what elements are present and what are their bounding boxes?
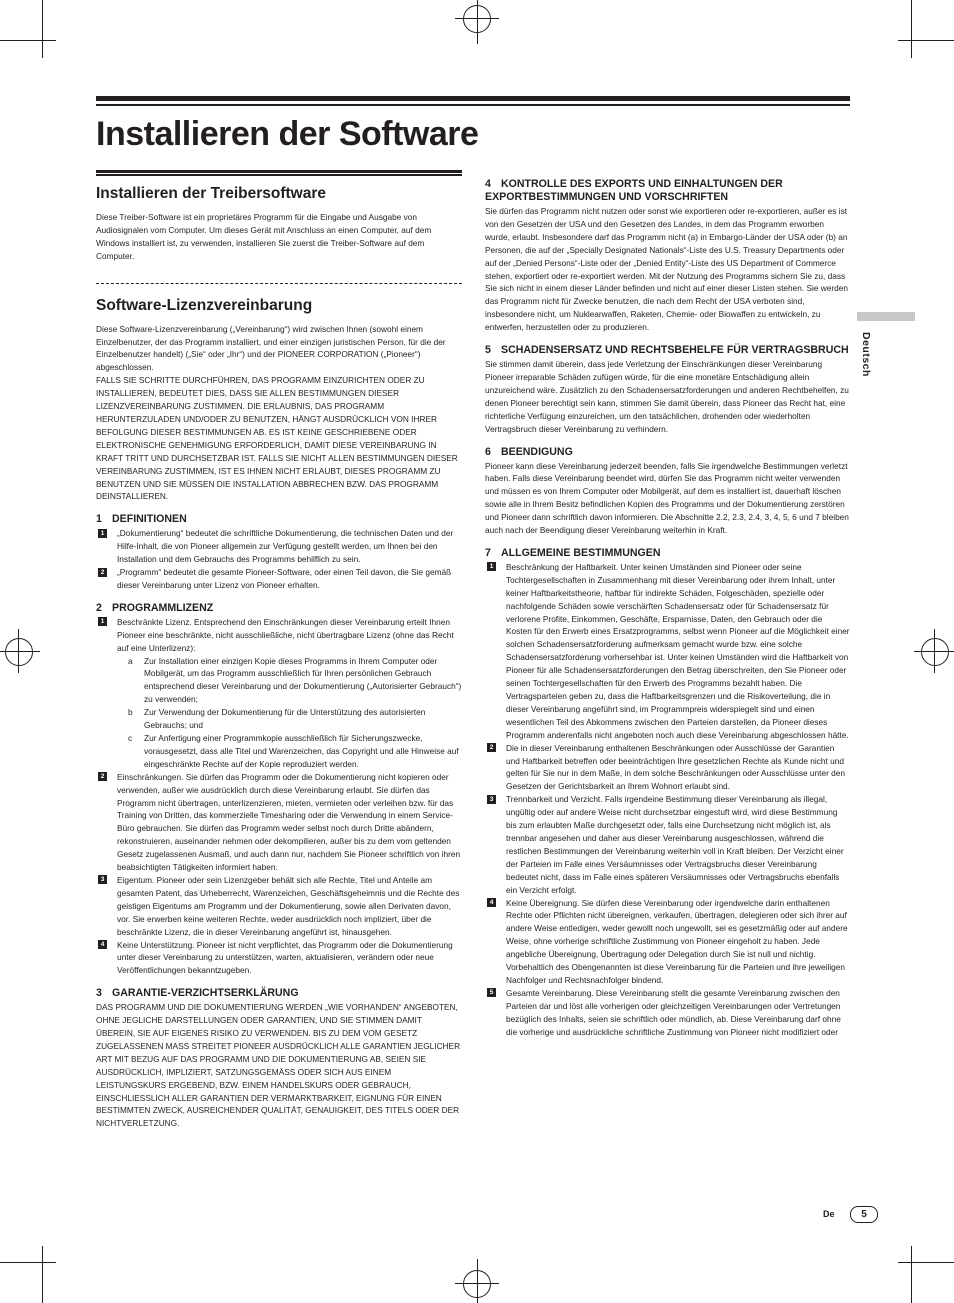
sub-item (96, 655, 462, 707)
license-heading: Software-Lizenzvereinbarung (96, 296, 313, 314)
item-number-box: 2 (98, 772, 107, 781)
registration-mark-right-h (914, 651, 954, 652)
list-item-text: Gesamte Vereinbarung. Diese Vereinbarung stellt die gesamte Vereinbarung zwischen den Parteien dar und löst alle vorherigen oder gleichzeitigen Vereinbarungen oder Vertretungen bezüglich des Inhalts, seien sie schriftlich oder mündlich, ab. Diese Vereinbarung darf ohne die vorherige und ausdrückliche schriftliche Zustimmung von Pioneer nicht modifiziert oder (506, 987, 841, 1037)
list-item-text: Keine Übereignung. Sie dürfen diese Vereinbarung oder irgendwelche darin enthaltenen Rechte oder Pflichten nicht übereignen, verkaufen, übertragen, delegieren oder sich ihrer auf andere Weise entledigen, weder gewollt noch ungewollt, sei es gesetzmäßig oder auf andere Weise, ohne vorherige schriftliche Zustimmung von Pioneer eingeholt zu haben. Jede angebliche Übereignung, Übertragung oder Delegation durch Sie ist null und nichtig. Vorbehaltlich des Obengenannten ist diese Vereinbarung für die Parteien und ihre jeweiligen Nachfolger und Rechtsnachfolger bindend. (506, 897, 848, 985)
list-item (96, 771, 462, 874)
sub-item-letter: c (128, 733, 133, 743)
sub-item-text: Zur Verwendung der Dokumentierung für die Unterstützung des autorisierten Gebrauchs; und (144, 707, 426, 731)
section-number: 5 (485, 344, 491, 357)
crop-mark-top-right-h (898, 40, 954, 41)
list-item (485, 793, 850, 896)
list-item-text: Beschränkte Lizenz. Entsprechend den Einschränkungen dieser Vereinbarung erteilt Ihnen Pioneer eine beschränkte, nicht ausschließliche, nicht übertragbare Lizenz (ohne das Recht auf eine Unterlizenz): (117, 616, 454, 653)
crop-mark-top-left-v (42, 0, 43, 58)
list-item (96, 874, 462, 939)
registration-mark-bottom-v (477, 1259, 478, 1303)
sub-item-letter: a (128, 655, 133, 666)
list-item-text: Trennbarkeit und Verzicht. Falls irgendeine Bestimmung dieser Vereinbarung als illegal, ungültig oder auf andere Weise nicht durchsetzbar eingestuft wird, wird diese Bestimmung bis zum erlaubten Maße durchgesetzt oder, falls eine Durchsetzung nicht möglich ist, als trennbar angesehen und daher aus dieser Vereinbarung ausgeschlossen, während die restlichen Bestimmungen der Vereinbarung weiterhin voll in Kraft bleiben. Der Verzicht einer der Parteien im Falle eines Versäumnisses oder Vertragsbruchs dieser Vereinbarung bedeutet nicht, dass im Falle eines späteren Versäumnisses oder Vertragsbruchs ebenfalls ein Verzicht erfolgt. (506, 794, 844, 895)
header-rule-thick (96, 96, 850, 101)
registration-mark-right (921, 638, 949, 666)
page-number: 5 (850, 1206, 878, 1223)
list-item-text: Eigentum. Pioneer oder sein Lizenzgeber behält sich alle Rechte, Titel und Anteile am gesamten Patent, das Urheberrecht, Warenzeichen, Geschäftsgeheimnis und die Rechte des geistigen Eigentums am Programm und der Dokumentierung, sowie allen Derivaten davon, vor. Sie erwerben keine weiteren Rechte, weder ausdrücklich noch impliziert, über die beschränkte Lizenz, die in dieser Vereinbarung angeführt ist, hinausgehen. (117, 874, 460, 937)
export-control-text: Sie dürfen das Programm nicht nutzen oder sonst wie exportieren oder re-exportieren, außer es ist von den Gesetzen der USA und den Gesetzen des Landes, in dem das Programm erworben wurde, erlaubt. Insbesondere darf das Programm nicht (a) in Embargo-Länder der USA oder (b) an Personen, die auf der „Specially Designated Nationals“-Liste des U.S. Treasury Departments oder auf der „Denied Persons“-Liste oder der „Denied Entity“-Liste des US Department of Commerce stehen, exportiert oder re-exportiert werden. Mit der Nutzung des Programms sichern Sie zu, dass Sie sich nicht in einem dieser Länder befinden und nicht auf einer dieser Listen stehen. Sie werden das Programm nicht für Zwecke benutzen, die nach dem Recht der USA verboten sind, insbesondere nicht, um Nuklearwaffen, Raketen, Chemie- oder Biowaffen zu entwickeln, zu entwerfen, herzustellen oder zu produzieren. (485, 206, 848, 333)
list-item-text: Beschränkung der Haftbarkeit. Unter keinen Umständen sind Pioneer oder seine Tochtergesellschaften in Zusammenhang mit dieser Vereinbarung oder ihrem Inhalt, unter keiner Haftbarkeitstheorie, haftbar für indirekte Schäden, Folgeschäden, spezielle oder nachfolgende Schäden sowie verschärften Schadensersatz oder für Schadensersatz für verlorene Profite, Einkommen, Geschäfte, Ersparnisse, Daten, den Gebrauch oder die Kosten für den Erwerb eines Ersatzprogramms, selbst wenn Pioneer auf die Möglichkeit einer solchen Schadensersatzforderung aufmerksam gemacht wurde bzw. eine solche Schadensersatzforderung vorhersehbar ist. Unter keinen Umständen wird die Haftbarkeit von Pioneer für alle Schadensersatzforderungen den Betrag überschreiten, den Sie Pioneer oder seinen Tochtergesellschaften für den Erwerb des Programms bezahlt haben. Die Vertragsparteien geben zu, dass die Haftbarkeitsgrenzen und die Risikoverteilung, die in dieser Vereinbarung angeführt sind, im Programmpreis widerspiegelt sind und einen wesentlichen Teil des Abkommens zwischen den Parteien darstellen, da Pioneer dieses Programm anderenfalls nicht angeboten noch auch diese Vereinbarung abgeschlossen hätte. (506, 561, 850, 740)
list-item (485, 987, 850, 1039)
license-caps-text: FALLS SIE SCHRITTE DURCHFÜHREN, DAS PROGRAMM EINZURICHTEN ODER ZU INSTALLIEREN, BEDEUTET DIES, DASS SIE ALLEN BESTIMMUNGEN DIESER LIZENZVEREINBARUNG ZUSTIMMEN. DIE ERLAUBNIS, DAS PROGRAMM HERUNTERZULADEN UND/ODER ZU BENUTZEN, HÄNGT AUSDRÜCKLICH VON IHRER BEFOLGUNG DIESER BESTIMMUNGEN AB. ES IST KEINE GESCHRIEBENE ODER ELEKTRONISCHE GENEHMIGUNG ERFORDERLICH, DAMIT DIESE VEREINBARUNG IN KRAFT TRITT UND DURCHSETZBAR IST. FALLS SIE NICHT ALLEN BESTIMMUNGEN DIESER VEREINBARUNG ZUSTIMMEN, IST ES IHNEN NICHT ERLAUBT, DIESES PROGRAMM ZU BENUTZEN UND SIE MÜSSEN DIE INSTALLATION ABBRECHEN BZW. DAS PROGRAMM DEINSTALLIEREN. (96, 375, 458, 502)
list-item (485, 897, 850, 987)
language-side-tab (857, 312, 915, 321)
section-title: PROGRAMMLIZENZ (112, 601, 214, 614)
section-title: ALLGEMEINE BESTIMMUNGEN (501, 546, 661, 559)
item-number-box: 4 (98, 940, 107, 949)
list-item (96, 566, 462, 592)
item-number-box: 3 (487, 795, 496, 804)
section-rule (96, 170, 462, 174)
item-number-box: 4 (487, 898, 496, 907)
sub-item (96, 706, 462, 732)
section-7-heading (485, 547, 850, 560)
item-number-box: 3 (98, 875, 107, 884)
registration-mark-bottom-h (455, 1283, 499, 1284)
damages-text: Sie stimmen damit überein, dass jede Verletzung der Einschränkungen dieser Vereinbarung Pioneer irreparable Schäden zufügen würde, für die eine monetäre Entschädigung allein unzureichend wäre. Zusätzlich zu den Schadensersatzforderungen und anderen Rechtbehelfen, zu denen Pioneer berechtigt sein kann, stimmen Sie damit überein, dass Pioneer das Recht hat, eine richterliche Verfügung einzureichen, um den tatsächlichen, drohenden oder wiederholten Vertragsbruch dieser Vereinbarung zu verhindern. (485, 359, 849, 434)
sub-item-text: Zur Installation einer einzigen Kopie dieses Programms in Ihrem Computer oder Mobilgerät, um das Programm ausschließlich für Ihren persönlichen Gebrauch entsprechend dieser Vereinbarung und der Dokumentierung („Autorisierter Gebrauch“) zu verwenden; (144, 655, 462, 705)
warranty-disclaimer-text: DAS PROGRAMM UND DIE DOKUMENTIERUNG WERDEN „WIE VORHANDEN“ ANGEBOTEN, OHNE JEGLICHE DARSTELLUNGEN ODER GARANTIEN, UND SIE STIMMEN DAMIT ÜBEREIN, SIE AUF EIGENES RISIKO ZU VERWENDEN. BIS ZU DEM VOM GESETZ ZUGELASSENEN MASS STREITET PIONEER AUSDRÜCKLICH ALLE GARANTIEN JEGLICHER ART MIT BEZUG AUF DAS PROGRAMM UND DIE DOKUMENTIERUNG AB, SEIEN SIE AUSDRÜCKLICH, IMPLIZIERT, SATZUNGSGEMÄSS ODER SICH AUS EINEM LEISTUNGSKURS ERGEBEND, BZW. EINEM HANDELSKURS ODER GEBRAUCH, EINSCHLIESSLICH ALLER GARANTIEN DER VERMARKTBARKEIT, EIGNUNG FÜR EINEN BESTIMMTEN ZWECK, AUSREICHENDER QUALITÄT, GENAUIGKEIT, DES TITELS ODER DER NICHTVERLETZUNG. (96, 1002, 461, 1129)
list-item-text: Die in dieser Vereinbarung enthaltenen Beschränkungen oder Ausschlüsse der Garantien und Haftbarkeit betreffen oder beeinträchtigen Ihre gesetzlichen Rechte als Kunde nicht und gelten für Sie nur in dem Maße, in dem solche Beschränkungen oder Ausschlüsse unter den Gesetzen der Gerichtsbarkeit an Ihrem Wohnort erlaubt sind. (506, 742, 845, 792)
registration-mark-left (5, 638, 33, 666)
item-number-box: 2 (98, 568, 107, 577)
header-rule-thin (96, 104, 850, 106)
driver-install-heading: Installieren der Treibersoftware (96, 185, 327, 202)
item-number-box: 1 (98, 529, 107, 538)
section-number: 4 (485, 178, 491, 190)
section-title: KONTROLLE DES EXPORTS UND EINHALTUNGEN DER EXPORTBESTIMMUNGEN UND VORSCHRIFTEN (485, 178, 783, 203)
list-item (96, 939, 462, 978)
item-number-box: 1 (98, 617, 107, 626)
section-6-heading (485, 446, 850, 459)
section-number: 2 (96, 601, 102, 614)
termination-text: Pioneer kann diese Vereinbarung jederzeit beenden, falls Sie irgendwelche Bestimmungen verletzt haben. Falls diese Vereinbarung beendet wird, dürfen Sie das Programm nicht weiter verwenden und müssen es von Ihrem Computer oder Mobilgerät, auf dem es installiert ist, dauerhaft löschen sowie alle in Ihrem Besitz befindlichen Kopien des Programms und der Dokumentierung zerstören und Pioneer dann schriftlich davon informieren. Die Abschnitte 2.2, 2.3, 2.4, 3, 4, 5, 6 und 7 bleiben auch nach der Beendigung dieser Vereinbarung weiterhin in Kraft. (485, 460, 849, 536)
item-number-box: 5 (487, 988, 496, 997)
list-item (485, 742, 850, 794)
section-number: 3 (96, 987, 102, 1000)
section-number: 1 (96, 513, 102, 526)
section-2-heading (96, 602, 462, 615)
sub-item-text: Zur Anfertigung einer Programmkopie ausschließlich für Sicherungszwecke, vorausgesetzt, dass alle Titel und Warenzeichen, das Copyright und alle Hinweise auf eingeschränkte Rechte auf der Kopie reproduziert werden. (144, 733, 459, 769)
left-column (96, 170, 462, 1130)
crop-mark-bottom-left-h (0, 1262, 56, 1263)
crop-mark-bottom-right-v (911, 1246, 912, 1303)
list-item (96, 527, 462, 566)
list-item-text: Einschränkungen. Sie dürfen das Programm oder die Dokumentierung nicht kopieren oder verwenden, außer wie ausdrücklich durch diese Vereinbarung erlaubt. Sie dürfen das Programm nicht übertragen, unterlizenzieren, mieten, vermieten oder verleihen bzw. für das Training von Dritten, das kommerzielle Timesharing oder die Verwendung in einem Service-Büro gebrauchen. Sie dürfen das Programm weder selbst noch durch Dritte abändern, rekonstruieren, auseinander nehmen oder dekompilieren, außer bis zu dem vom geltenden Gesetz zugelassenen Ausmaß, und auch dann nur, nachdem Sie Pioneer schriftlich von ihren beabsichtigten Tätigkeiten informiert haben. (117, 771, 461, 873)
section-number: 7 (485, 546, 491, 559)
registration-mark-top-h (455, 18, 499, 19)
registration-mark-left-h (0, 651, 40, 652)
section-5-heading (485, 344, 850, 357)
item-number-box: 2 (487, 743, 496, 752)
section-title: DEFINITIONEN (112, 513, 187, 526)
crop-mark-bottom-left-v (42, 1246, 43, 1303)
crop-mark-top-left-h (0, 40, 56, 41)
dashed-divider (96, 283, 462, 284)
section-number: 6 (485, 445, 491, 458)
license-intro-text: Diese Software-Lizenzvereinbarung („Vereinbarung“) wird zwischen Ihnen (sowohl einem Einzelbenutzer, der das Programm installiert, und einer einzigen juristischen Person, für die der Einzelbenutzer handelt) („Sie“ oder „Ihr“) und der PIONEER CORPORATION („Pioneer“) abgeschlossen. (96, 323, 446, 373)
crop-mark-bottom-right-h (898, 1262, 954, 1263)
crop-mark-top-right-v (911, 0, 912, 58)
list-item-text: „Dokumentierung“ bedeutet die schriftliche Dokumentierung, die technischen Daten und der Hilfe-Inhalt, die von Pioneer allgemein zur Verfügung gestellt werden, um Ihnen bei den Installation und dem Gebrauchs des Programms behilflich zu sein. (117, 528, 454, 565)
item-number-box: 1 (487, 562, 496, 571)
section-4-heading (485, 178, 850, 204)
driver-intro-text: Diese Treiber-Software ist ein proprietäres Programm für die Eingabe und Ausgabe von Audiosignalen vom Computer. Um dieses Gerät mit Anschluss an einen Computer, auf dem Windows installiert ist, zu verwenden, installieren Sie zuerst die Treiber-Software auf dem Computer. (96, 212, 432, 261)
registration-mark-top-v (477, 0, 478, 44)
list-item-text: Keine Unterstützung. Pioneer ist nicht verpflichtet, das Programm oder die Dokumentierung unter dieser Vereinbarung zu unterstützen, warten, aktualisieren, verändern oder neue Veröffentlichungen bekanntzugeben. (117, 939, 453, 976)
section-1-heading (96, 513, 462, 526)
list-item-text: „Programm“ bedeutet die gesamte Pioneer-Software, oder einen Teil davon, die Sie gemäß dieser Vereinbarung unter Lizenz von Pioneer erhalten. (117, 567, 452, 590)
section-title: SCHADENSERSATZ UND RECHTSBEHELFE FÜR VERTRAGSBRUCH (501, 344, 849, 357)
page-title: Installieren der Software (96, 115, 479, 153)
section-3-heading (96, 987, 462, 1000)
language-side-label: Deutsch (860, 332, 872, 377)
right-column (485, 170, 850, 1038)
list-item (96, 616, 462, 655)
list-item (485, 561, 850, 742)
footer-language-code: De (823, 1209, 835, 1219)
section-title: BEENDIGUNG (501, 445, 573, 458)
section-title: GARANTIE-VERZICHTSERKLÄRUNG (112, 987, 299, 1000)
sub-item (96, 732, 462, 771)
sub-item-letter: b (128, 707, 133, 718)
